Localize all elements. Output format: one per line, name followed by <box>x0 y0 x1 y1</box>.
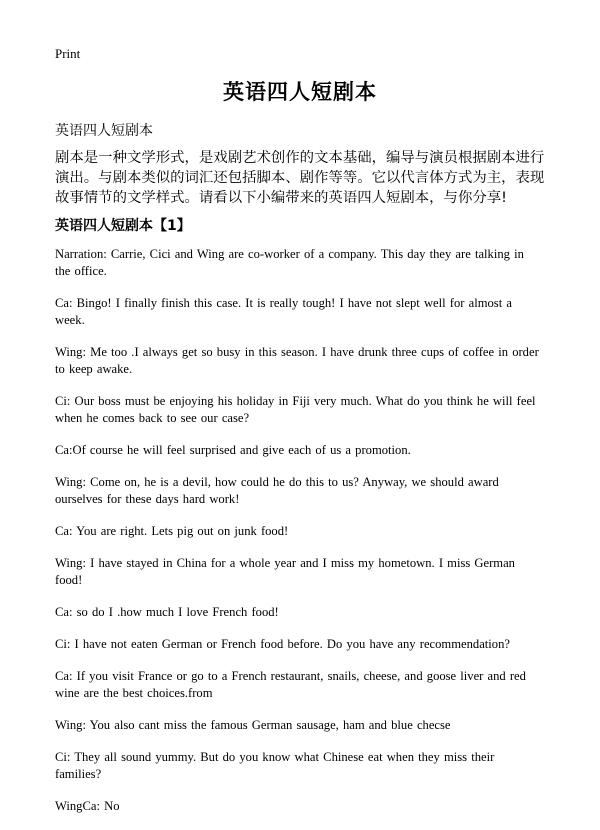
section-heading: 英语四人短剧本【1】 <box>55 218 191 234</box>
dialogue-line: Ca:Of course he will feel surprised and give each of us a promotion. <box>55 443 411 457</box>
dialogue-line: Ci: Our boss must be enjoying his holiday in Fiji very much. What do you think he will feel when he comes back to see our case? <box>55 394 536 425</box>
intro-paragraph: 剧本是一种文学形式，是戏剧艺术创作的文本基础，编导与演员根据剧本进行演出。与剧本类似的词汇还包括脚本、剧作等等。它以代言体方式为主，表现故事情节的文学样式。请看以下小编带来的英语四人短剧本，与你分享! <box>55 150 545 206</box>
dialogue-line: Wing: You also cant miss the famous German sausage, ham and blue checse <box>55 718 451 732</box>
dialogue-line: Ci: They all sound yummy. But do you know what Chinese eat when they miss their families? <box>55 750 495 781</box>
dialogue-line: Narration: Carrie, Cici and Wing are co-worker of a company. This day they are talking in the office. <box>55 247 524 278</box>
dialogue-line: Wing: Me too .I always get so busy in this season. I have drunk three cups of coffee in order to keep awake. <box>55 345 539 376</box>
dialogue-line: Ca: You are right. Lets pig out on junk food! <box>55 524 289 538</box>
print-link[interactable]: Print <box>55 46 81 61</box>
document-subtitle: 英语四人短剧本 <box>55 123 153 139</box>
dialogue-line: Ci: I have not eaten German or French food before. Do you have any recommendation? <box>55 637 510 651</box>
dialogue-line: Wing: Come on, he is a devil, how could he do this to us? Anyway, we should award ourselves for these days hard work! <box>55 475 499 506</box>
dialogue-body <box>55 246 540 830</box>
dialogue-line: WingCa: No <box>55 799 120 813</box>
dialogue-line: Ca: Bingo! I finally finish this case. It is really tough! I have not slept well for almost a week. <box>55 296 512 327</box>
dialogue-line: Ca: If you visit France or go to a French restaurant, snails, cheese, and goose liver and red wine are the best choices.from <box>55 669 526 700</box>
dialogue-line: Wing: I have stayed in China for a whole year and I miss my hometown. I miss German food! <box>55 556 515 587</box>
document-title: 英语四人短剧本 <box>223 80 377 104</box>
dialogue-line: Ca: so do I .how much I love French food! <box>55 605 279 619</box>
